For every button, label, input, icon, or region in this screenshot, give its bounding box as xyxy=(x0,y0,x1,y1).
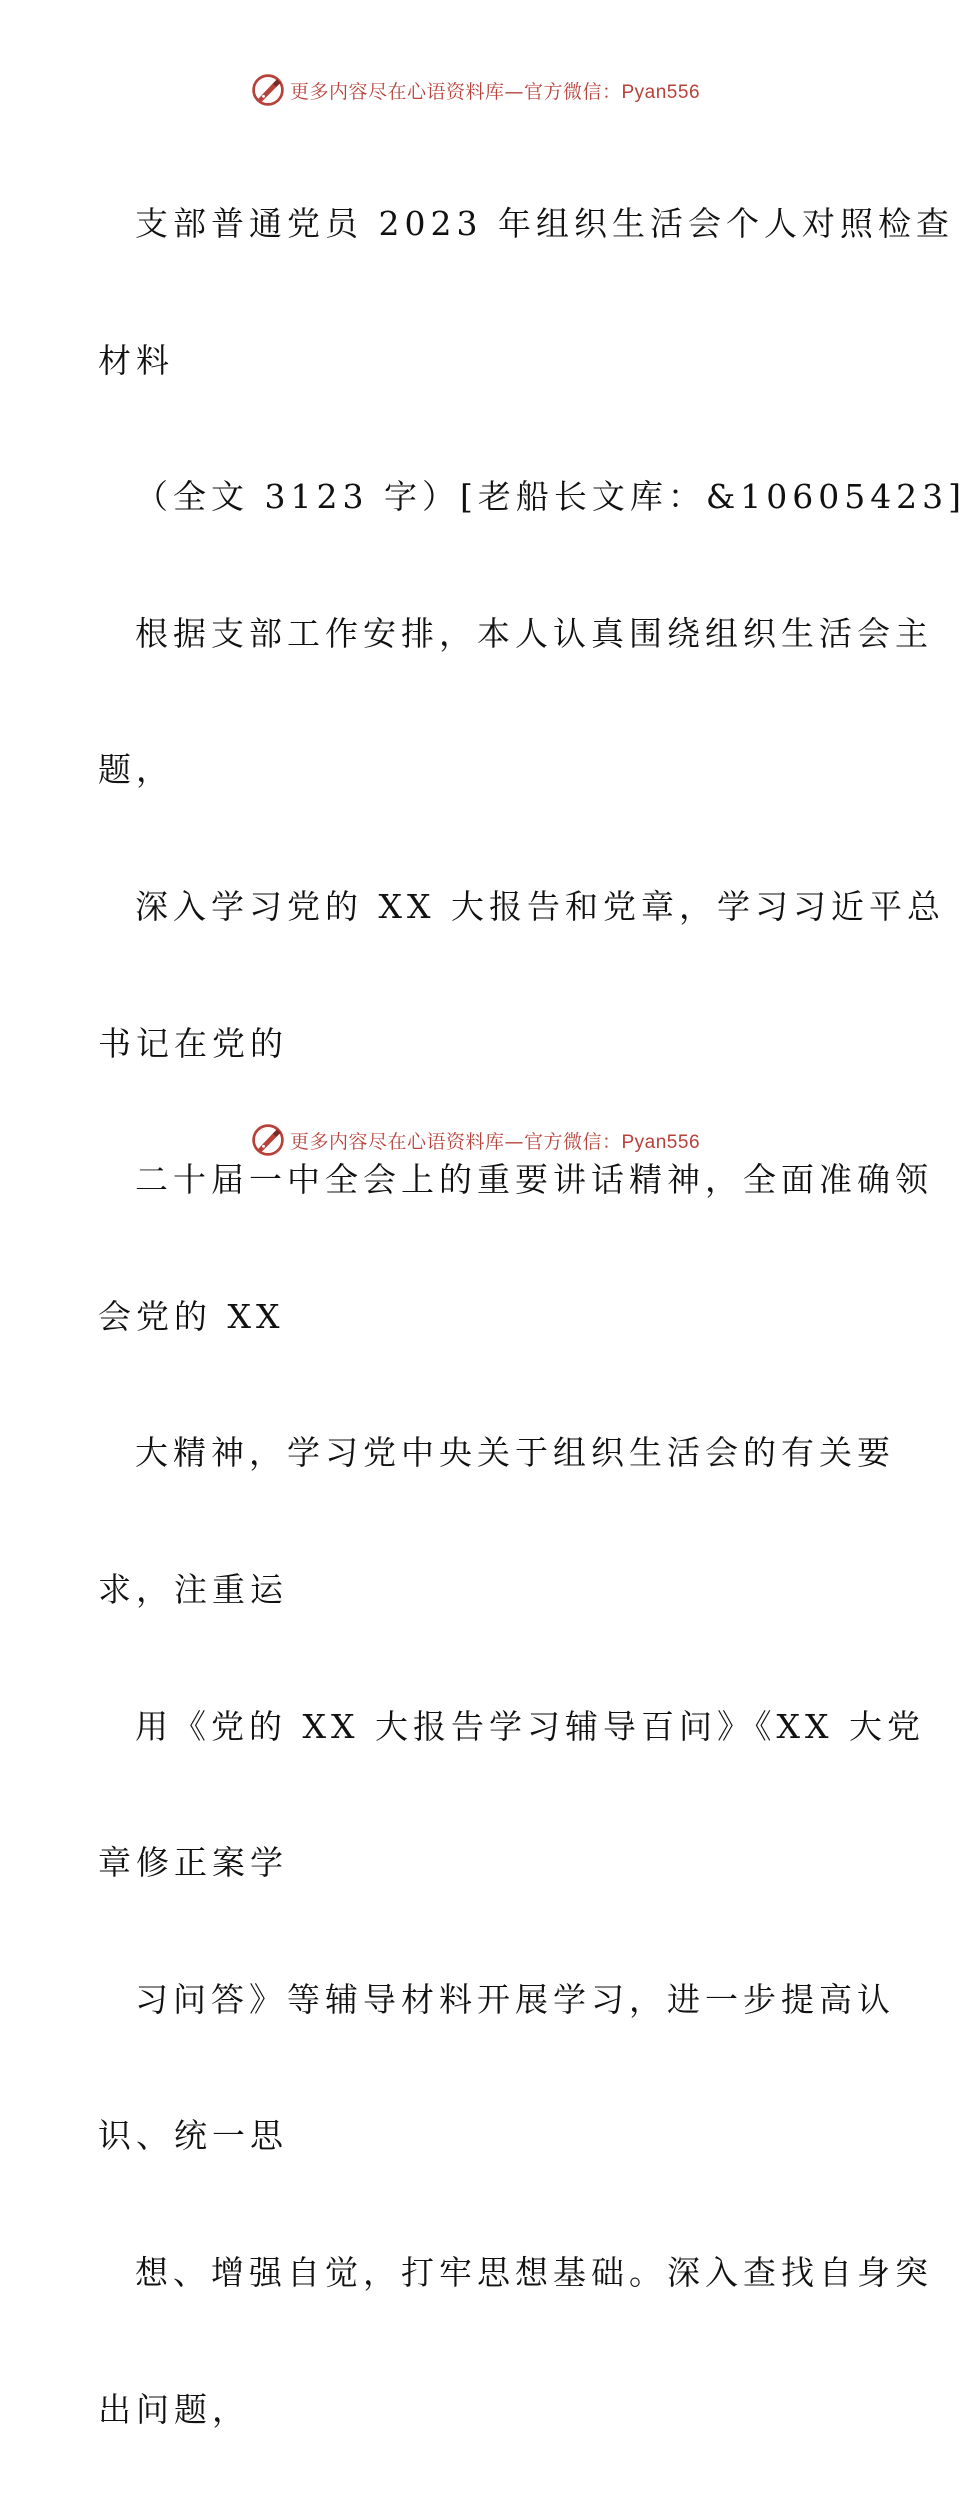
paragraph-line: 章修正案学 xyxy=(98,1843,288,1883)
paragraph-line: 根据支部工作安排，本人认真围绕组织生活会主 xyxy=(135,613,933,653)
paragraph-line: 书记在党的 xyxy=(98,1023,288,1063)
pen-nib-logo-icon xyxy=(250,72,286,108)
paragraph-line: 会党的 XX xyxy=(98,1296,285,1336)
doc-title-line-1: 支部普通党员 2023 年组织生活会个人对照检查 xyxy=(135,204,954,243)
paragraph-line: 求，注重运 xyxy=(98,1569,288,1609)
header-watermark-banner xyxy=(0,70,950,110)
doc-subtitle-line: （全文 3123 字）[老船长文库：&10605423] xyxy=(135,477,966,517)
paragraph-line: 大精神，学习党中央关于组织生活会的有关要 xyxy=(135,1433,895,1473)
paragraph-line: 二十届一中全会上的重要讲话精神，全面准确领 xyxy=(135,1160,933,1200)
paragraph-line: 用《党的 XX 大报告学习辅导百问》《XX 大党 xyxy=(135,1706,925,1746)
doc-title-line-2: 材料 xyxy=(98,340,174,380)
document-body xyxy=(98,117,966,2517)
paragraph-line: 习问答》等辅导材料开展学习，进一步提高认 xyxy=(135,1979,895,2019)
paragraph-line: 深入学习党的 XX 大报告和党章，学习习近平总 xyxy=(135,886,945,926)
banner-account: Pyan556 xyxy=(621,81,701,103)
pen-nib-logo-icon xyxy=(250,1122,286,1158)
banner-text: 更多内容尽在心语资料库—官方微信： xyxy=(289,80,622,103)
paragraph-line: 题， xyxy=(98,750,174,790)
paragraph-line: 想、增强自觉，打牢思想基础。深入查找自身突 xyxy=(135,2252,933,2292)
banner-text: 更多内容尽在心语资料库—官方微信： xyxy=(289,1130,622,1153)
banner-account: Pyan556 xyxy=(621,1131,701,1153)
paragraph-line: 出问题， xyxy=(98,2389,250,2429)
paragraph-line: 识、统一思 xyxy=(98,2116,288,2156)
footer-watermark-banner xyxy=(0,1120,950,1160)
